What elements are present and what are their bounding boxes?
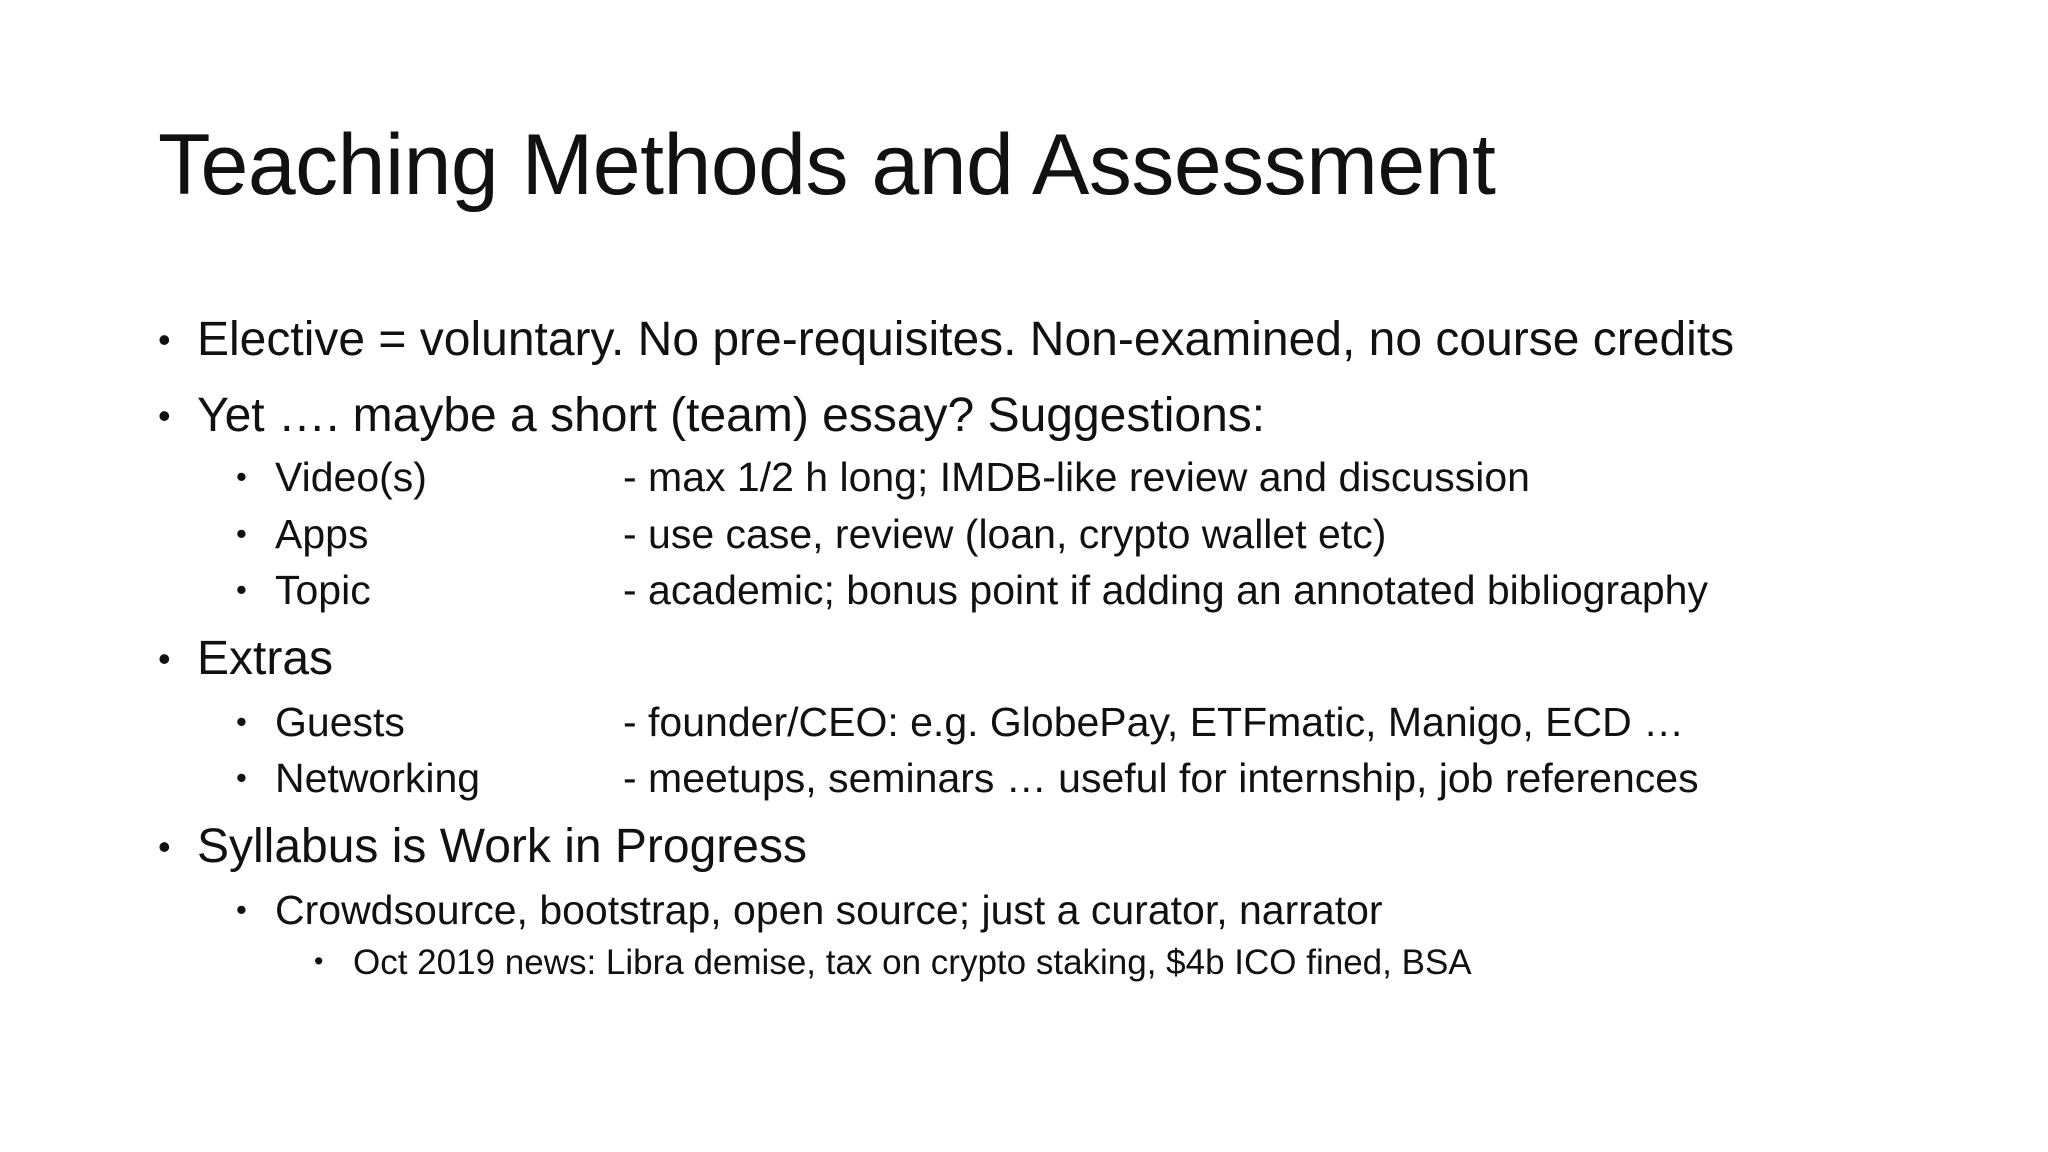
bullet-elective: Elective = voluntary. No pre-requisites. Non-examined, no course credits [197, 313, 1735, 366]
bullet-icon: • [314, 946, 324, 976]
extras-label-guests: Guests [275, 699, 405, 745]
extras-desc-guests: - founder/CEO: e.g. GlobePay, ETFmatic, Manigo, ECD … [623, 699, 1685, 745]
syllabus-crowdsource: Crowdsource, bootstrap, open source; just a curator, narrator [275, 887, 1383, 933]
suggestion-label-topic: Topic [275, 567, 371, 613]
suggestion-desc-apps: - use case, review (loan, crypto wallet etc) [623, 511, 1387, 557]
bullet-icon: • [158, 395, 171, 436]
slide-title: Teaching Methods and Assessment [158, 117, 1496, 213]
bullet-icon: • [236, 459, 247, 494]
bullet-icon: • [158, 319, 171, 360]
bullet-icon: • [236, 704, 247, 739]
suggestion-label-videos: Video(s) [275, 454, 427, 500]
bullet-icon: • [236, 516, 247, 551]
suggestion-desc-videos: - max 1/2 h long; IMDB-like review and discussion [623, 454, 1530, 500]
bullet-icon: • [158, 826, 171, 867]
suggestion-label-apps: Apps [275, 511, 369, 557]
bullet-icon: • [236, 892, 247, 927]
bullet-syllabus: Syllabus is Work in Progress [197, 820, 807, 873]
syllabus-news: Oct 2019 news: Libra demise, tax on crypto staking, $4b ICO fined, BSA [353, 943, 1472, 982]
bullet-extras: Extras [197, 632, 334, 685]
bullet-icon: • [236, 760, 247, 795]
bullet-essay: Yet …. maybe a short (team) essay? Suggestions: [197, 389, 1266, 442]
extras-label-networking: Networking [275, 755, 481, 801]
bullet-icon: • [158, 638, 171, 679]
suggestion-desc-topic: - academic; bonus point if adding an annotated bibliography [623, 567, 1708, 613]
bullet-icon: • [236, 572, 247, 607]
extras-desc-networking: - meetups, seminars … useful for internship, job references [623, 755, 1699, 801]
